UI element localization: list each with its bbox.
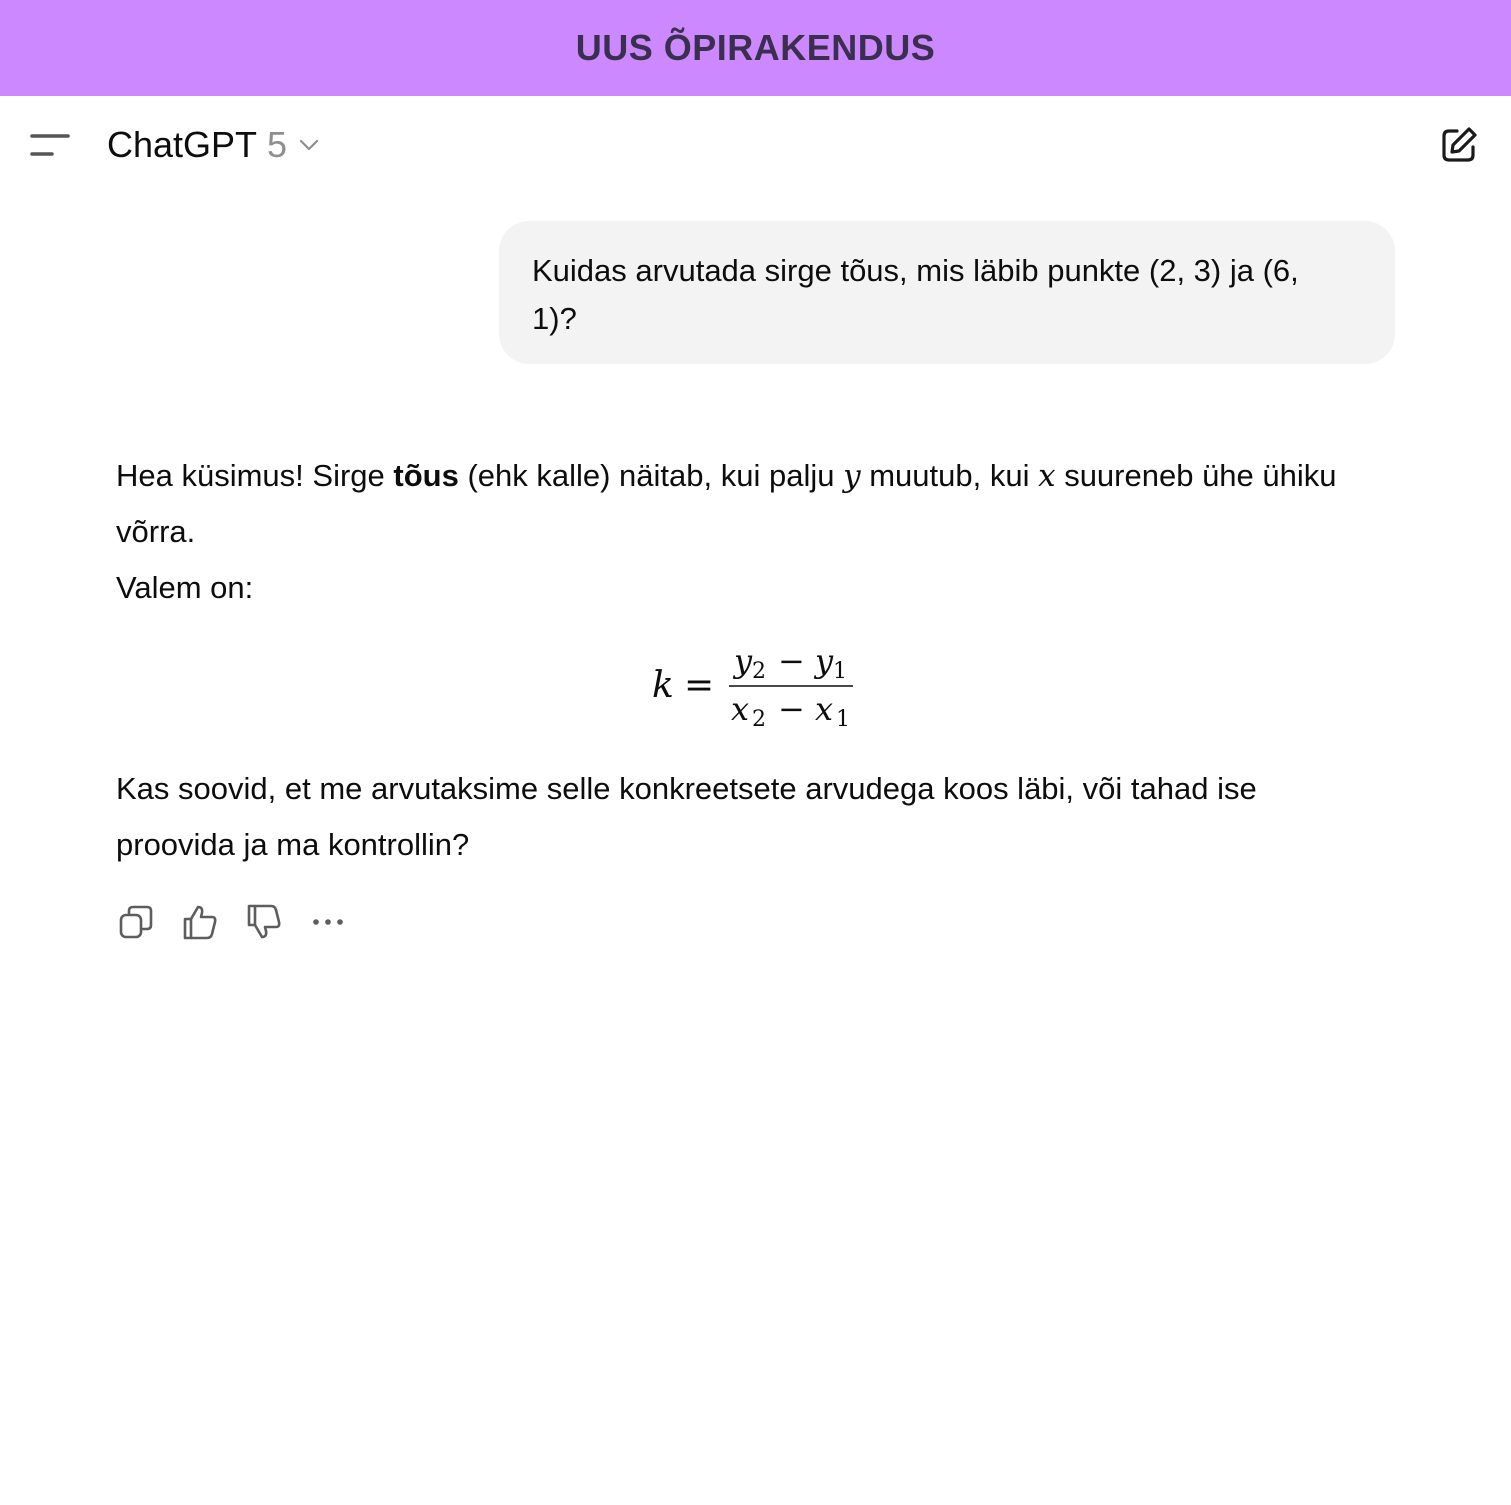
user-message-line: Kuidas arvutada sirge tõus, mis läbib punkte (2, 3) ja (6,	[532, 253, 1299, 288]
model-name: ChatGPT	[107, 124, 258, 165]
math-variable-x: x	[1038, 458, 1056, 494]
math-variable-y: y	[843, 458, 861, 494]
dislike-button[interactable]	[242, 900, 286, 944]
formula-den-a: x	[731, 690, 750, 728]
assistant-paragraph: Valem on:	[116, 570, 254, 605]
sidebar-toggle-button[interactable]	[22, 122, 78, 168]
text-span: (ehk kalle) näitab, kui palju	[458, 458, 844, 493]
assistant-message	[116, 448, 1406, 616]
sidebar-menu-icon	[22, 122, 78, 168]
more-icon	[309, 903, 347, 941]
copy-icon	[117, 903, 155, 941]
formula-num-minus: −	[778, 642, 805, 680]
top-bar	[0, 96, 1511, 194]
thumbs-down-icon	[245, 903, 283, 941]
chevron-down-icon	[297, 133, 321, 157]
formula-equals: =	[684, 665, 715, 706]
app-banner	[0, 0, 1511, 96]
assistant-paragraph-continuation: proovida ja ma kontrollin?	[116, 827, 470, 862]
formula-den-a-sub: 2	[752, 707, 766, 732]
copy-button[interactable]	[114, 900, 158, 944]
formula-num-b-sub: 1	[833, 659, 847, 684]
message-actions	[114, 900, 370, 944]
formula-num-a-sub: 2	[752, 659, 766, 684]
model-selector[interactable]	[107, 122, 321, 168]
text-span: muutub, kui	[860, 458, 1039, 493]
bold-term: tõus	[393, 458, 459, 493]
formula-lhs: k	[652, 665, 674, 706]
slope-formula	[0, 640, 1511, 740]
text-span: suureneb ühe ühiku	[1055, 458, 1337, 493]
user-message-bubble	[499, 221, 1395, 364]
model-version: 5	[267, 124, 288, 165]
user-message-line: 1)?	[532, 301, 577, 336]
thumbs-up-icon	[181, 903, 219, 941]
formula-num-a: y	[734, 642, 753, 680]
assistant-paragraph: Kas soovid, et me arvutaksime selle konkreetsete arvudega koos läbi, või tahad ise	[116, 771, 1257, 806]
formula-den-b: x	[815, 690, 834, 728]
new-chat-button[interactable]	[1438, 124, 1480, 166]
assistant-paragraph-continuation: võrra.	[116, 514, 196, 549]
text-span: Hea küsimus! Sirge	[116, 458, 394, 493]
banner-title: UUS ÕPIRAKENDUS	[575, 27, 936, 68]
more-options-button[interactable]	[306, 900, 350, 944]
formula-num-b: y	[815, 642, 834, 680]
like-button[interactable]	[178, 900, 222, 944]
assistant-paragraph	[116, 448, 1406, 504]
assistant-message-followup	[116, 761, 1406, 873]
edit-icon	[1438, 124, 1480, 166]
formula-den-b-sub: 1	[836, 707, 850, 732]
formula-den-minus: −	[778, 690, 805, 728]
